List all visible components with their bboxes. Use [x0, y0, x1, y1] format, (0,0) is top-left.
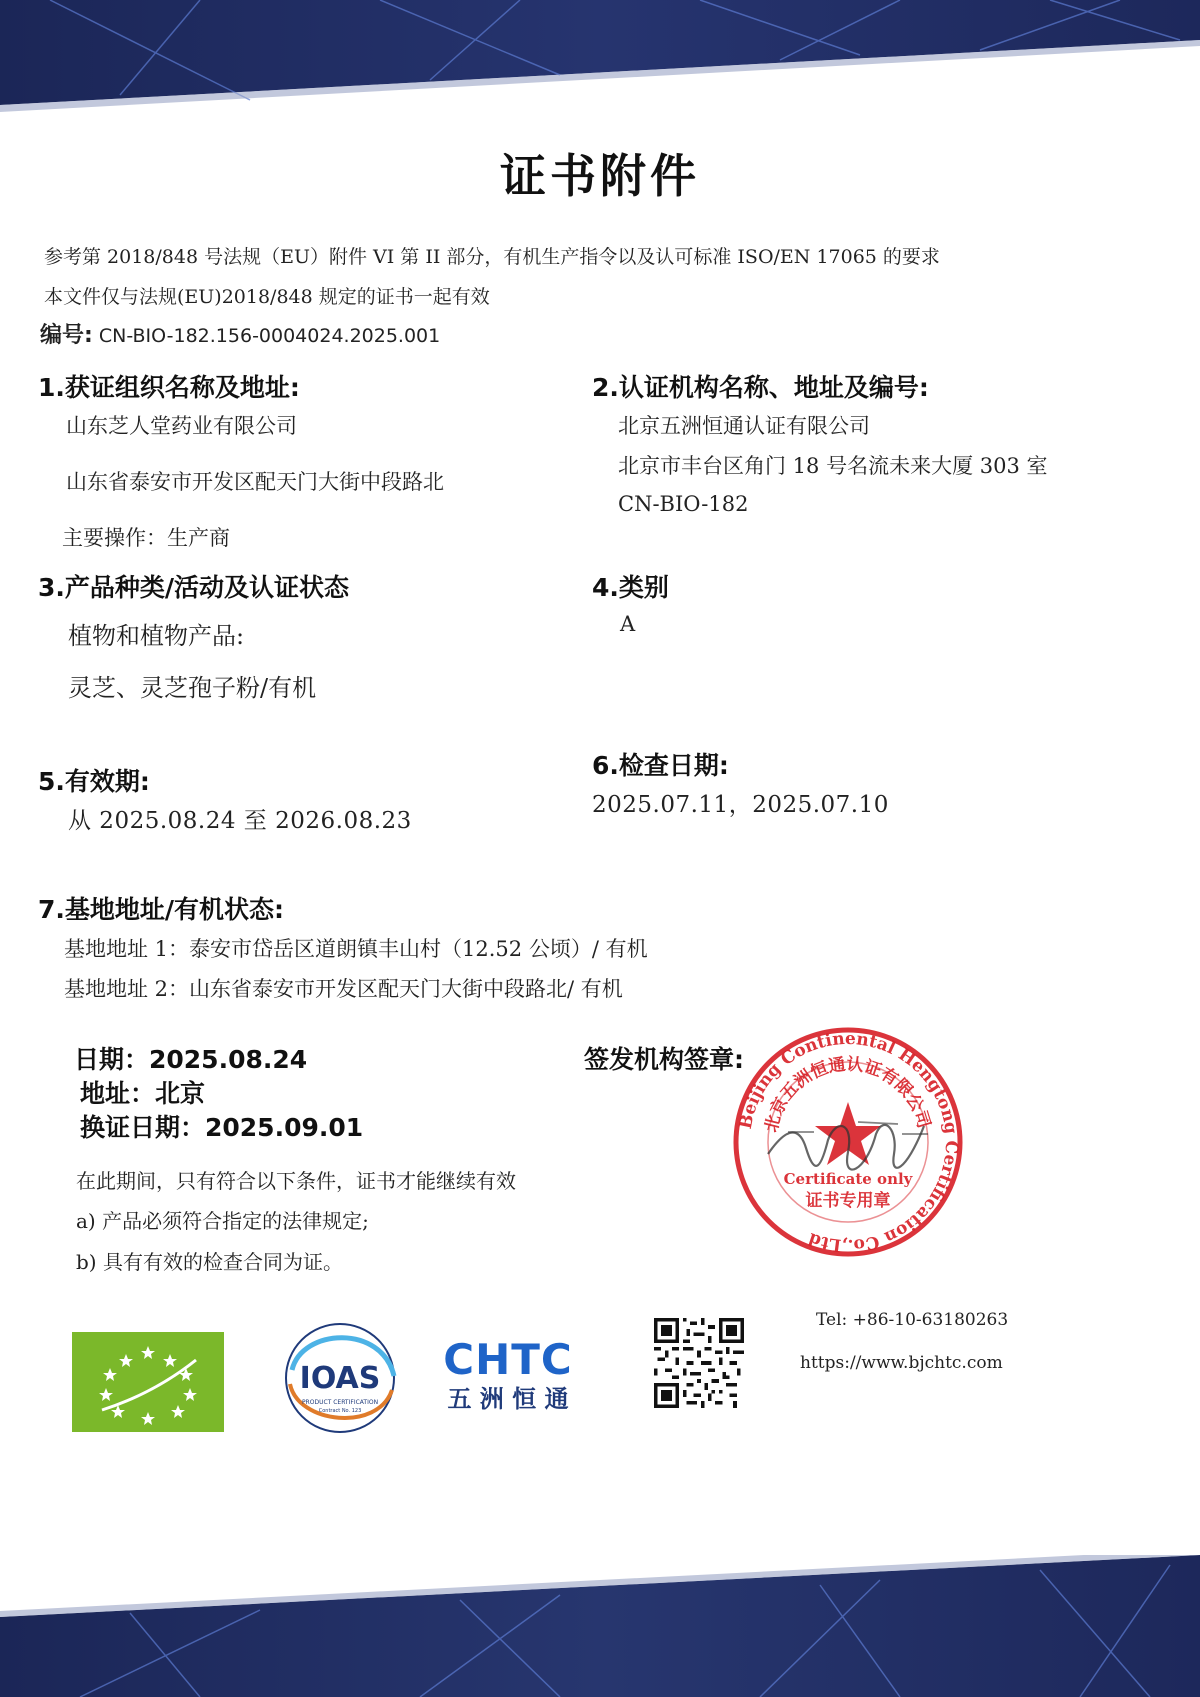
section4-value: A [620, 612, 636, 636]
section5-validity: 从 2025.08.24 至 2026.08.23 [68, 808, 412, 834]
chtc-text: CHTC [443, 1335, 573, 1384]
section7-base-2: 基地地址 2：山东省泰安市开发区配天门大街中段路北/ 有机 [64, 977, 623, 1001]
section6-inspection-date: 2025.07.11，2025.07.10 [592, 792, 889, 818]
section2-name: 北京五洲恒通认证有限公司 [618, 414, 870, 438]
section7-heading: 7.基地地址/有机状态: [38, 895, 285, 924]
seal-inner-text: 北京五洲恒通认证有限公司 [761, 1054, 934, 1135]
section6-heading: 6.检查日期: [592, 751, 729, 780]
condition-a: a) 产品必须符合指定的法律规定; [76, 1209, 369, 1233]
section1-company: 山东芝人堂药业有限公司 [66, 414, 297, 438]
section4-heading: 4.类别 [592, 573, 669, 602]
section3-products: 灵芝、灵芝孢子粉/有机 [68, 674, 317, 702]
renewal-date: 换证日期：2025.09.01 [80, 1113, 364, 1142]
top-banner [0, 0, 1200, 120]
section1-heading: 1.获证组织名称及地址: [38, 373, 300, 402]
issue-place: 地址：北京 [80, 1079, 206, 1108]
section7-base-1: 基地地址 1：泰安市岱岳区道朗镇丰山村（12.52 公顷）/ 有机 [64, 937, 648, 961]
ioas-text: IOAS [299, 1361, 381, 1396]
section3-heading: 3.产品种类/活动及认证状态 [38, 573, 350, 602]
seal-label: 签发机构签章: [584, 1045, 744, 1074]
certificate-number-value: CN-BIO-182.156-0004024.2025.001 [98, 325, 441, 347]
qr-code [654, 1318, 744, 1408]
contact-website[interactable]: https://www.bjchtc.com [800, 1353, 1003, 1373]
ioas-subtext: PRODUCT CERTIFICATION [301, 1399, 379, 1406]
ioas-contract: Contract No. 123 [318, 1408, 362, 1414]
ioas-logo [282, 1320, 402, 1436]
section2-heading: 2.认证机构名称、地址及编号: [592, 373, 929, 402]
certificate-number [40, 318, 440, 349]
contact-phone: Tel: +86-10-63180263 [816, 1310, 1009, 1330]
chtc-chinese-text: 五 洲 恒 通 [447, 1385, 569, 1413]
section1-address: 山东省泰安市开发区配天门大街中段路北 [66, 470, 444, 494]
chtc-logo [432, 1334, 584, 1414]
section3-category: 植物和植物产品: [68, 622, 245, 650]
intro-line-2: 本文件仅与法规(EU)2018/848 规定的证书一起有效 [44, 286, 490, 308]
section2-code: CN-BIO-182 [618, 492, 749, 516]
section5-heading: 5.有效期: [38, 767, 150, 796]
certificate-number-label: 编号: [40, 323, 93, 348]
seal-outer-text: Beijing Continental Hengtong Certification Co.,Ltd [735, 1028, 962, 1256]
bottom-banner [0, 1555, 1200, 1697]
intro-line-1: 参考第 2018/848 号法规（EU）附件 VI 第 II 部分，有机生产指令以及认可标准 ISO/EN 17065 的要求 [44, 246, 940, 268]
section2-address: 北京市丰台区角门 18 号名流未来大厦 303 室 [618, 454, 1048, 478]
page-title: 证书附件 [500, 149, 700, 203]
official-seal [728, 1022, 968, 1262]
conditions-intro: 在此期间，只有符合以下条件，证书才能继续有效 [76, 1169, 516, 1193]
seal-bottom-text: 证书专用章 [805, 1191, 891, 1211]
section1-operation: 主要操作：生产商 [62, 526, 230, 550]
seal-middle-text: Certificate only [783, 1170, 913, 1188]
condition-b: b) 具有有效的检查合同为证。 [76, 1250, 343, 1274]
eu-organic-logo [72, 1332, 224, 1432]
issue-date: 日期：2025.08.24 [74, 1045, 308, 1074]
